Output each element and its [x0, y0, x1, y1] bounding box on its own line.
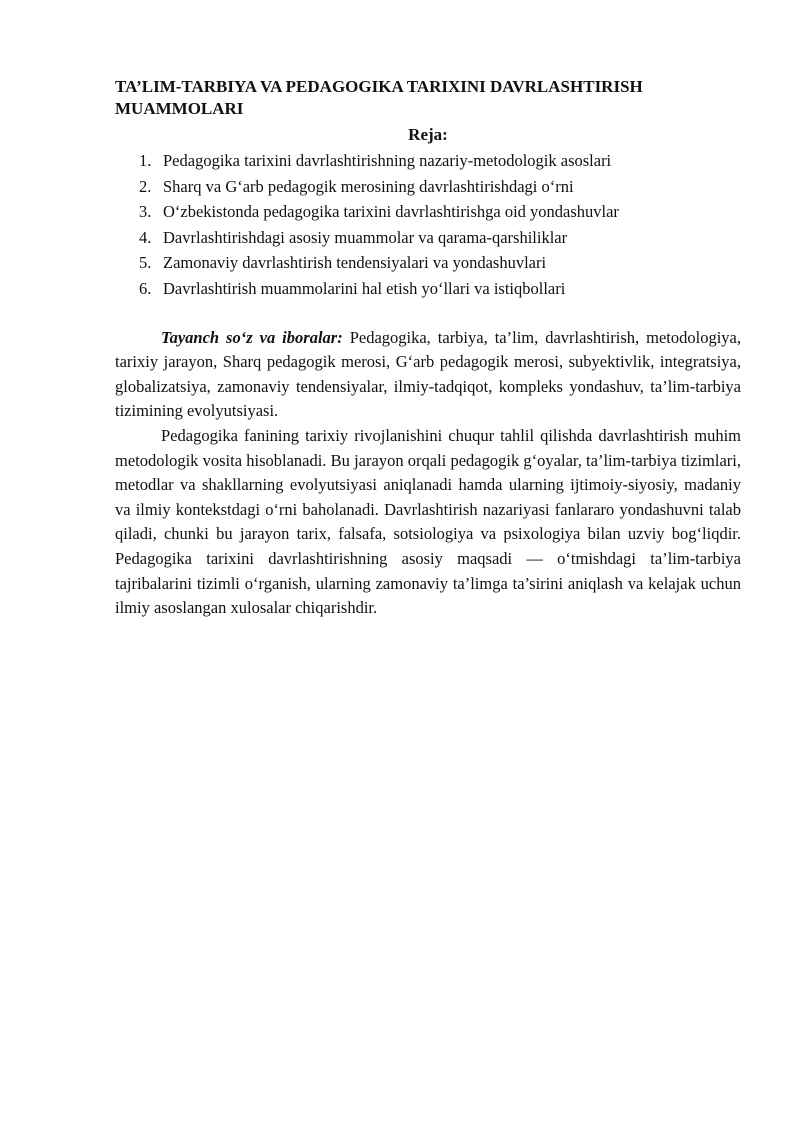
- plan-item-text: O‘zbekistonda pedagogika tarixini davrlashtirishga oid yondashuvlar: [163, 202, 619, 222]
- document-content: [115, 76, 741, 621]
- plan-item: [115, 199, 741, 225]
- plan-list: [115, 148, 741, 302]
- plan-item: [115, 250, 741, 276]
- plan-item-number: 2.: [139, 176, 152, 196]
- document-title: TA’LIM-TARBIYA VA PEDAGOGIKA TARIXINI DAVRLASHTIRISH MUAMMOLARI: [115, 77, 643, 118]
- plan-item-text: Sharq va G‘arb pedagogik merosining davrlashtirishdagi o‘rni: [163, 176, 574, 196]
- plan-item-text: Davrlashtirishdagi asosiy muammolar va qarama-qarshiliklar: [163, 227, 568, 247]
- keywords-text: Pedagogika, tarbiya, ta’lim, davrlashtirish, metodologiya, tarixiy jarayon, Sharq pedagogik merosi, G‘arb pedagogik merosi, subyektivlik, integratsiya, globalizatsiya, zamonaviy tendensiyalar, ilmiy-tadqiqot, kompleks yondashuv, ta’lim-tarbiya tizimining evolyutsiyasi.: [115, 327, 742, 421]
- plan-heading: Reja:: [408, 125, 448, 144]
- plan-item: [115, 225, 741, 251]
- body-paragraph: Pedagogika fanining tarixiy rivojlanishini chuqur tahlil qilishda davrlashtirish muhim metodologik vosita hisoblanadi. Bu jarayon orqali pedagogik g‘oyalar, ta’lim-tarbiya tizimlari, metodlar va shakllarning evolyutsiyasi aniqlanadi hamda ularning ijtimoiy-siyosiy, madaniy va ilmiy kontekstdagi o‘rni baholanadi. Davrlashtirish nazariyasi fanlararo yondashuvni talab qiladi, chunki bu jarayon tarix, falsafa, sotsiologiya va psixologiya bilan uzviy bog‘liqdir. Pedagogika tarixini davrlashtirishning asosiy maqsadi — o‘tmishdagi ta’lim-tarbiya tajribalarini tizimli o‘rganish, ularning zamonaviy ta’limga ta’sirini aniqlash va kelajak uchun ilmiy asoslangan xulosalar chiqarishdir.: [115, 425, 741, 618]
- plan-item: [115, 276, 741, 302]
- plan-item-number: 5.: [139, 253, 152, 273]
- plan-item: [115, 174, 741, 200]
- plan-item: [115, 148, 741, 174]
- plan-item-number: 3.: [139, 202, 152, 222]
- keywords-label: Tayanch so‘z va iboralar:: [161, 327, 343, 347]
- plan-item-number: 4.: [139, 227, 152, 247]
- plan-item-text: Zamonaviy davrlashtirish tendensiyalari va yondashuvlari: [163, 253, 547, 273]
- plan-item-text: Davrlashtirish muammolarini hal etish yo‘llari va istiqbollari: [163, 278, 566, 298]
- plan-item-number: 6.: [139, 278, 152, 298]
- plan-item-number: 1.: [139, 151, 152, 170]
- keywords-paragraph: [115, 326, 741, 424]
- plan-item-text: Pedagogika tarixini davrlashtirishning nazariy-metodologik asoslari: [163, 151, 612, 170]
